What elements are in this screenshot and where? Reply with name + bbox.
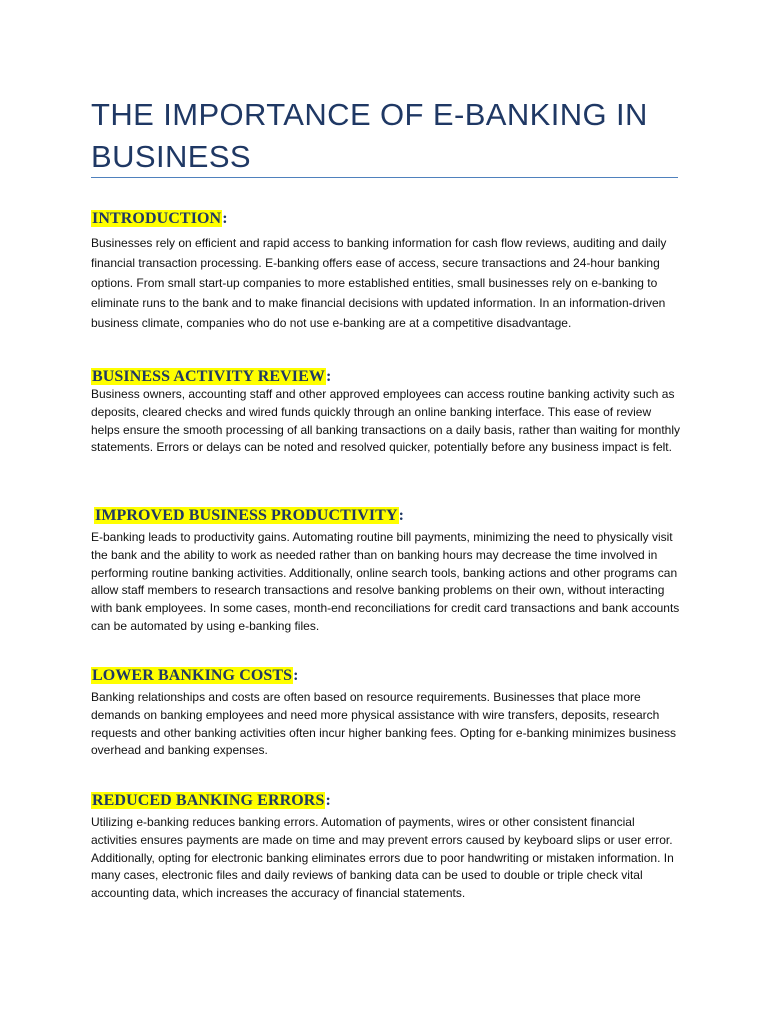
section-heading-business-activity-review xyxy=(91,367,331,387)
heading-highlight: LOWER BANKING COSTS xyxy=(92,667,293,684)
heading-highlight: REDUCED BANKING ERRORS xyxy=(92,792,325,809)
heading-highlight: BUSINESS ACTIVITY REVIEW xyxy=(92,368,325,385)
heading-highlight: IMPROVED BUSINESS PRODUCTIVITY xyxy=(95,507,398,524)
section-heading-reduced-banking-errors xyxy=(91,791,331,811)
section-body-reduced-banking-errors: Utilizing e-banking reduces banking errors. Automation of payments, wires or other consistent financial activities ensures payments are made on time and may prevent errors caused by keyboard slips or user error. Additionally, opting for electronic banking eliminates errors due to poor handwriting or mistaken information. In many cases, electronic files and daily reviews of banking data can be used to double or triple check vital accounting data, which increases the accuracy of financial statements. xyxy=(91,815,674,901)
heading-colon: : xyxy=(293,667,299,684)
heading-colon: : xyxy=(222,210,228,227)
heading-highlight: INTRODUCTION xyxy=(92,210,222,227)
section-heading-improved-business-productivity xyxy=(94,506,404,526)
heading-colon: : xyxy=(398,507,405,524)
section-heading-lower-banking-costs xyxy=(91,666,299,686)
document-title: THE IMPORTANCE OF E-BANKING IN BUSINESS xyxy=(91,97,648,174)
section-heading-introduction xyxy=(91,209,228,229)
heading-colon: : xyxy=(326,368,332,385)
heading-colon: : xyxy=(325,792,331,809)
section-body-improved-business-productivity: E-banking leads to productivity gains. Automating routine bill payments, minimizing the need to physically visit the bank and the ability to work as needed rather than on banking hours may decrease the time involved in performing routine banking activities. Additionally, online search tools, banking actions and other programs can allow staff members to research transactions and resolve banking problems on their own, without interacting with bank employees. In some cases, month-end reconciliations for credit card transactions and bank accounts can be automated by using e-banking files. xyxy=(91,530,680,633)
section-body-business-activity-review: Business owners, accounting staff and other approved employees can access routine banking activity such as deposits, cleared checks and wired funds quickly through an online banking interface. This ease of review helps ensure the smooth processing of all banking transactions on a daily basis, rather than waiting for monthly statements. Errors or delays can be noted and resolved quicker, potentially before any business impact is felt. xyxy=(91,387,680,455)
section-body-introduction: Businesses rely on efficient and rapid access to banking information for cash flow reviews, auditing and daily financial transaction processing. E-banking offers ease of access, secure transactions and 24-hour banking options. From small start-up companies to more established entities, small businesses rely on e-banking to eliminate runs to the bank and to make financial decisions with updated information. In an information-driven business climate, companies who do not use e-banking are at a competitive disadvantage. xyxy=(91,236,667,330)
title-divider xyxy=(91,177,678,178)
section-body-lower-banking-costs: Banking relationships and costs are often based on resource requirements. Businesses that place more demands on banking employees and need more physical assistance with wire transfers, deposits, research requests and other banking activities often incur higher banking fees. Opting for e-banking minimizes business overhead and banking expenses. xyxy=(91,690,676,758)
